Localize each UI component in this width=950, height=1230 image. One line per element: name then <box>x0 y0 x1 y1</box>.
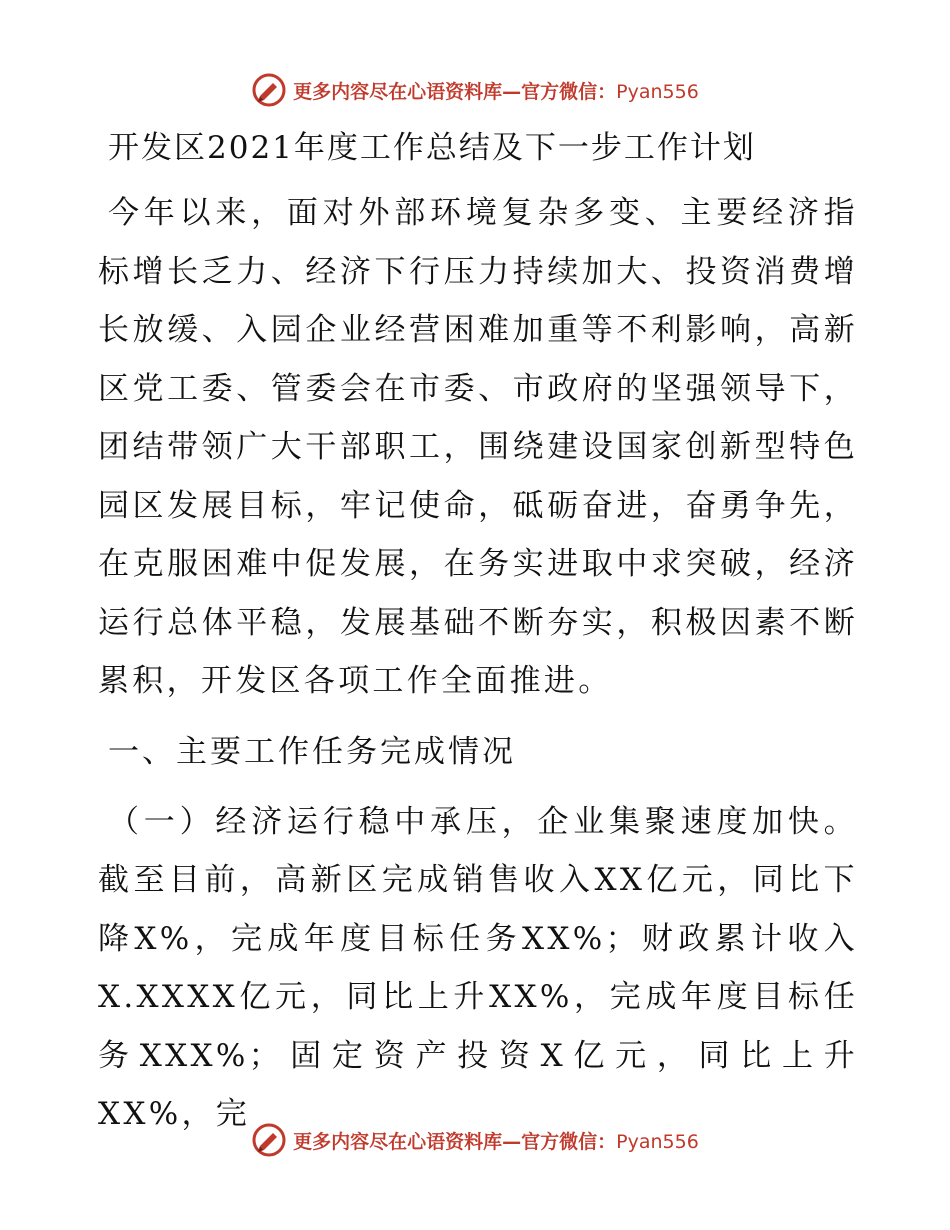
section-paragraph: （一）经济运行稳中承压，企业集聚速度加快。截至目前，高新区完成销售收入XX亿元，同比下降X%，完成年度目标任务XX%；财政累计收入X.XXXX亿元，同比上升XX%，完成年度目标任务XXX%；固定资产投资X亿元，同比上升XX%，完 <box>98 803 858 1132</box>
document-body <box>98 122 858 1144</box>
watermark-banner-top <box>0 70 950 110</box>
watermark-text: 更多内容尽在心语资料库—官方微信：Pyan556 <box>293 1130 699 1153</box>
pen-logo-icon <box>251 72 287 108</box>
watermark-text: 更多内容尽在心语资料库—官方微信：Pyan556 <box>293 80 699 103</box>
intro-paragraph: 今年以来，面对外部环境复杂多变、主要经济指标增长乏力、经济下行压力持续加大、投资消费增长放缓、入园企业经营困难加重等不利影响，高新区党工委、管委会在市委、市政府的坚强领导下，团结带领广大干部职工，围绕建设国家创新型特色园区发展目标，牢记使命，砥砺奋进，奋勇争先，在克服困难中促发展，在务实进取中求突破，经济运行总体平稳，发展基础不断夯实，积极因素不断累积，开发区各项工作全面推进。 <box>98 195 858 699</box>
pen-logo-icon <box>251 1122 287 1158</box>
document-title: 开发区2021年度工作总结及下一步工作计划 <box>108 130 756 166</box>
watermark-banner-bottom <box>0 1120 950 1160</box>
section-heading: 一、主要工作任务完成情况 <box>108 733 516 770</box>
